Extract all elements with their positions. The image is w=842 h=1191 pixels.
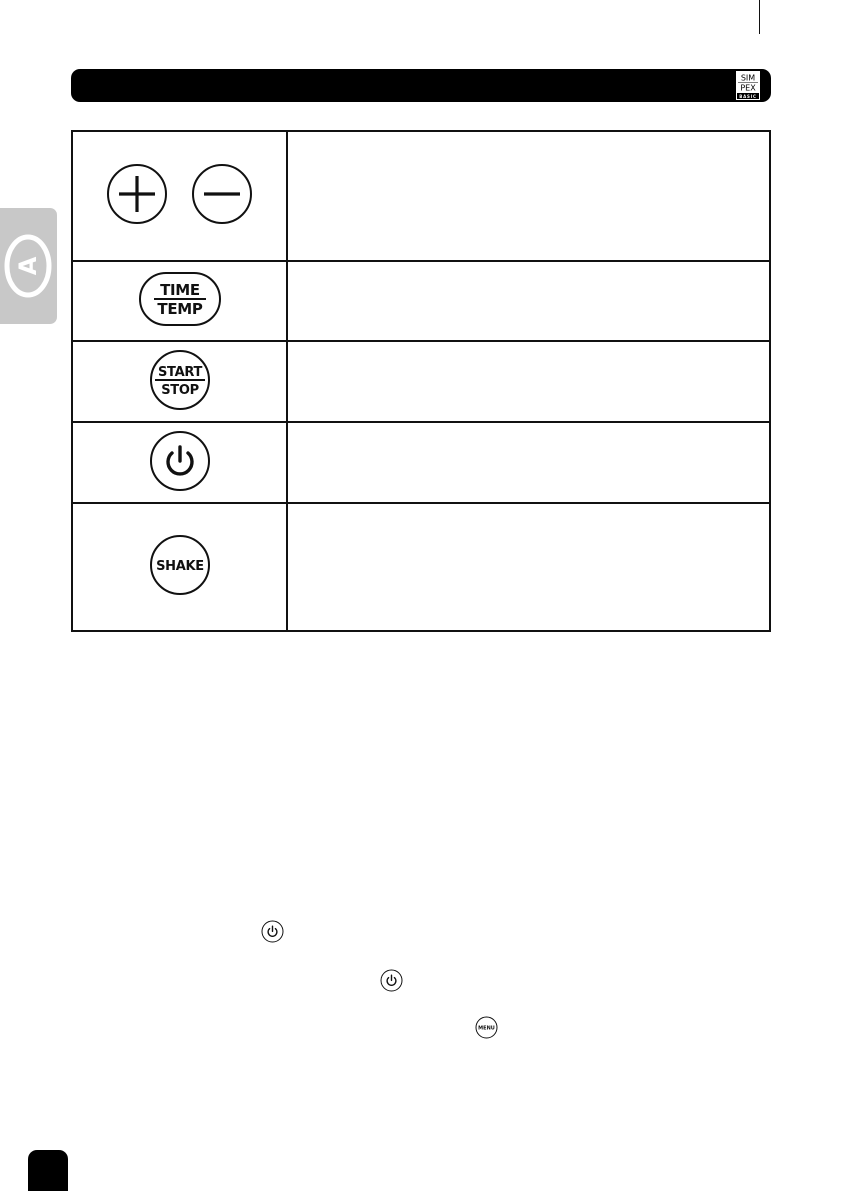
shake-button-icon: [149, 534, 211, 596]
description-cell: [287, 422, 770, 503]
power-icon: [380, 969, 403, 992]
time-label: TIME: [159, 281, 200, 299]
shake-label: SHAKE: [155, 559, 204, 574]
icon-cell: [72, 341, 287, 422]
section-tab: [0, 208, 57, 324]
svg-text:BASIC: BASIC: [739, 93, 757, 99]
power-icon: [261, 920, 284, 943]
page-number-tab: [28, 1150, 68, 1191]
menu-icon-label: MENU: [478, 1025, 495, 1032]
menu-icon: [475, 1016, 498, 1039]
power-button-icon: [149, 430, 211, 492]
plus-icon: [106, 163, 168, 225]
time-temp-button-icon: [139, 272, 221, 326]
description-cell: [287, 341, 770, 422]
svg-text:PEX: PEX: [740, 83, 756, 93]
description-cell: [287, 503, 770, 631]
table-row: [72, 341, 770, 422]
section-tab-letter: A: [14, 256, 42, 276]
table-row: [72, 503, 770, 631]
icon-cell: [72, 261, 287, 341]
icon-cell: [72, 422, 287, 503]
controls-table: [71, 130, 771, 632]
start-label: START: [157, 364, 202, 380]
icon-cell: [72, 503, 287, 631]
header-bar: [71, 69, 771, 102]
icon-cell: [72, 131, 287, 261]
start-stop-button-icon: [149, 349, 211, 411]
description-cell: [287, 131, 770, 261]
description-cell: [287, 261, 770, 341]
crop-mark: [759, 0, 760, 34]
temp-label: TEMP: [156, 300, 203, 318]
minus-icon: [191, 163, 253, 225]
table-row: [72, 261, 770, 341]
stop-label: STOP: [160, 382, 199, 398]
table-row: [72, 422, 770, 503]
simpex-basic-logo: [736, 71, 760, 100]
table-row: [72, 131, 770, 261]
svg-text:SIM: SIM: [740, 73, 756, 83]
